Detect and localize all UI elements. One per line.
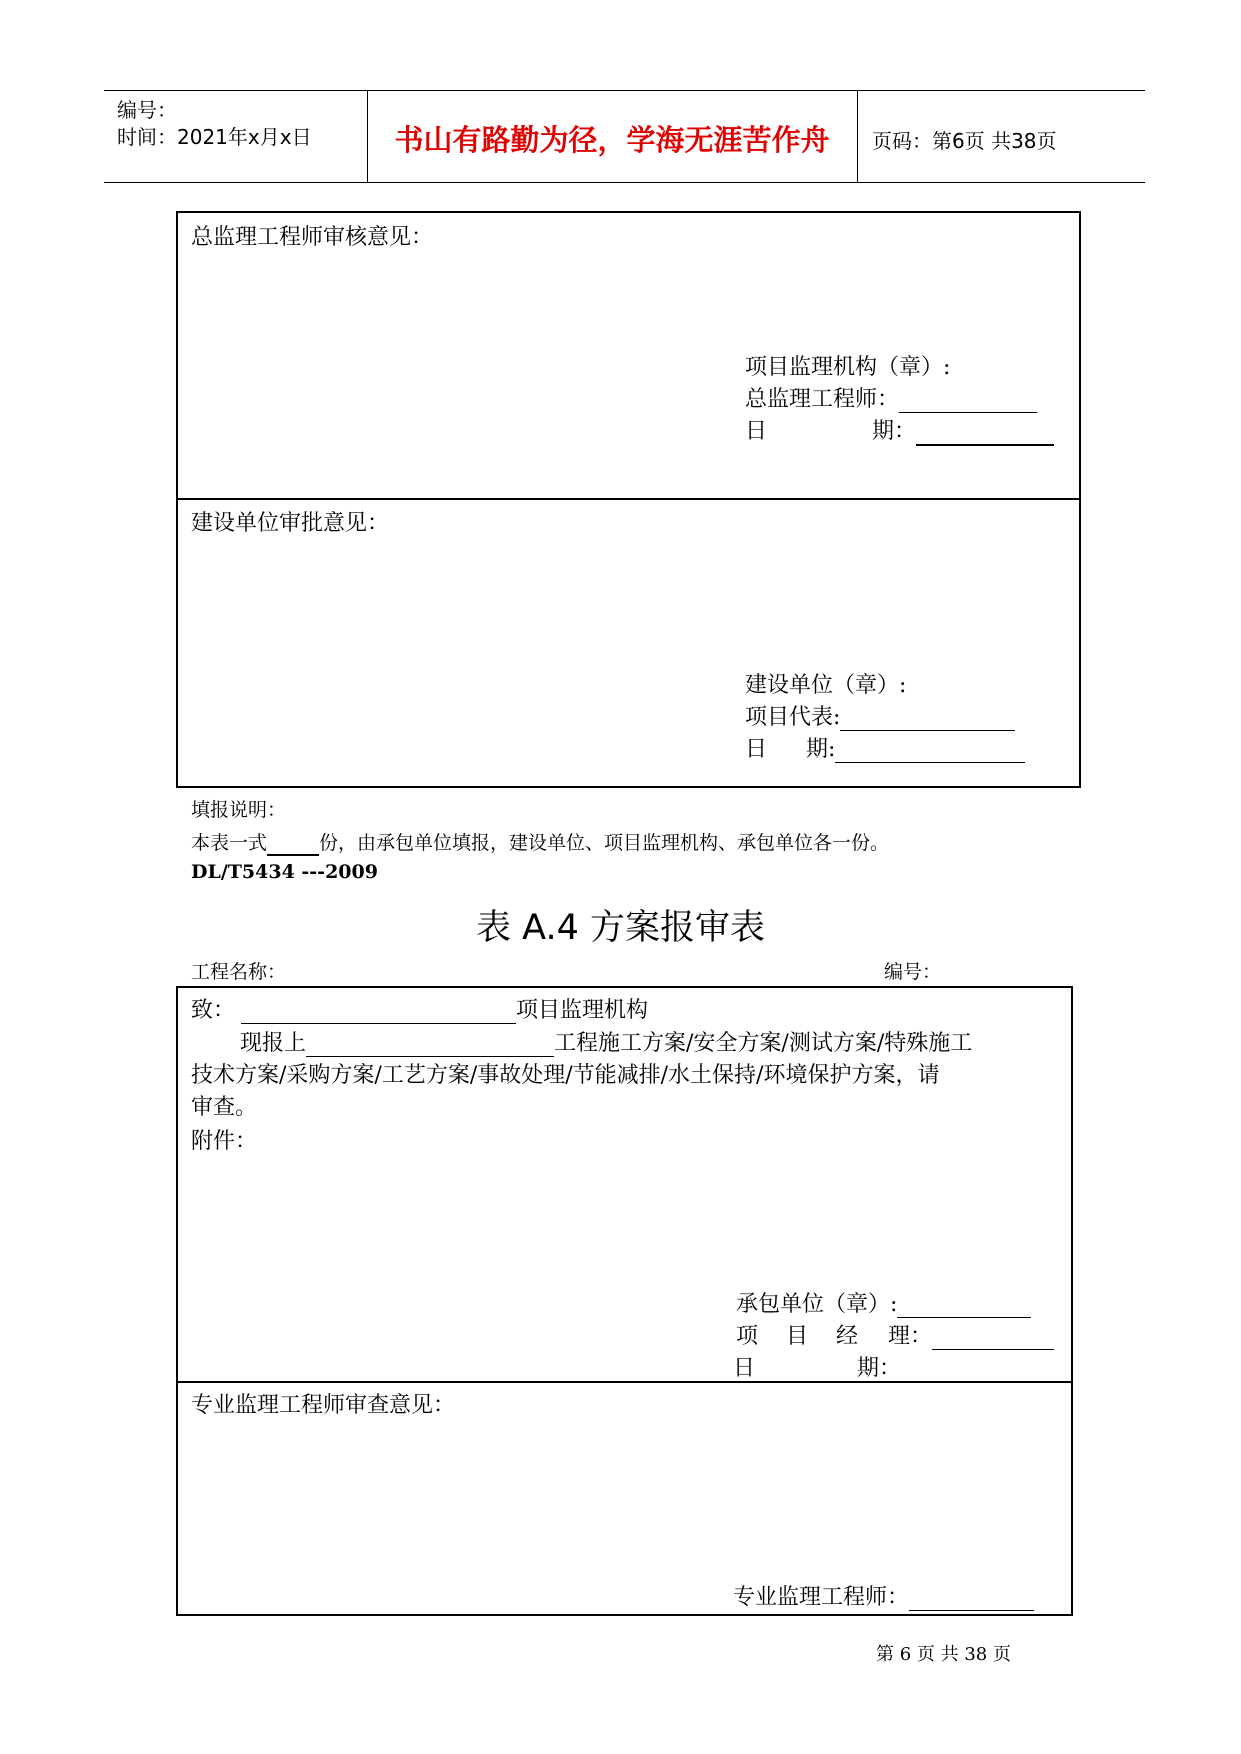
form1-divider — [176, 498, 1081, 500]
header-bottom-rule — [104, 182, 1145, 183]
pm-blank[interactable] — [932, 1324, 1054, 1350]
project-rep-blank[interactable] — [840, 705, 1015, 731]
pm-row — [736, 1319, 758, 1350]
header-page-info: 页码：第6页 共38页 — [872, 129, 1057, 153]
attachment-label: 附件： — [191, 1129, 258, 1154]
notes-title: 填报说明： — [191, 799, 287, 821]
notes-line — [191, 828, 889, 856]
owner-seal-label: 建设单位（章）: — [745, 673, 907, 698]
pm-label-end — [888, 1319, 1054, 1350]
form2-date-b: 期： — [857, 1356, 902, 1381]
header-time-label: 时间：2021年x月x日 — [117, 125, 312, 149]
body-prefix: 现报上 — [240, 1031, 307, 1056]
owner-date-row-right — [806, 732, 1025, 763]
specialist-engineer-blank[interactable] — [909, 1585, 1034, 1611]
pm-char-3: 经 — [836, 1324, 859, 1349]
date-blank-1[interactable] — [916, 419, 1054, 446]
form2-number-label: 编号： — [884, 961, 942, 983]
body-line-3: 审查。 — [191, 1095, 258, 1120]
header-divider-right — [857, 90, 858, 182]
body-line-2: 技术方案/采购方案/工艺方案/事故处理/节能减排/水土保持/环境保护方案，请 — [191, 1063, 940, 1088]
contractor-seal-row — [736, 1287, 1031, 1318]
project-rep-label: 项目代表: — [745, 705, 841, 730]
body-line-1 — [240, 1026, 972, 1057]
body-line1-suffix: 工程施工方案/安全方案/测试方案/特殊施工 — [554, 1031, 973, 1056]
pm-char-2: 目 — [786, 1324, 809, 1349]
specialist-engineer-label: 专业监理工程师： — [733, 1585, 910, 1610]
form2-title: 表 A.4 方案报审表 — [476, 908, 765, 948]
project-rep-row — [745, 700, 1015, 731]
header-motto: 书山有路勤为径，学海无涯苦作舟 — [394, 123, 830, 157]
form2-date-blank[interactable] — [901, 1356, 1051, 1382]
chief-engineer-row — [745, 382, 1037, 413]
date-label-1a: 日 — [745, 419, 768, 444]
to-label: 致： — [191, 998, 236, 1023]
to-blank[interactable] — [241, 998, 516, 1024]
owner-date-row — [745, 732, 767, 763]
owner-date-blank[interactable] — [835, 737, 1025, 763]
date-row-1 — [745, 414, 767, 445]
copies-blank[interactable] — [267, 832, 319, 856]
notes-line-before: 本表一式 — [191, 832, 268, 854]
project-blank[interactable] — [306, 1031, 554, 1057]
notes-line-after: 份，由承包单位填报，建设单位、项目监理机构、承包单位各一份。 — [319, 832, 890, 854]
chief-engineer-label: 总监理工程师： — [745, 387, 900, 412]
specialist-engineer-row — [733, 1580, 1034, 1611]
specialist-review-label: 专业监理工程师审查意见： — [191, 1393, 456, 1418]
owner-date-label-a: 日 — [745, 737, 768, 762]
org-seal-label: 项目监理机构（章）: — [745, 355, 951, 380]
chief-review-label: 总监理工程师审核意见： — [191, 225, 434, 250]
date-label-1b: 期： — [872, 419, 917, 444]
standard-code: DL/T5434 ---2009 — [191, 861, 378, 883]
project-name-label: 工程名称： — [191, 961, 287, 983]
date-row-1-right — [872, 414, 1054, 446]
pm-char-1: 项 — [736, 1324, 759, 1349]
to-suffix: 项目监理机构 — [516, 998, 649, 1023]
form2-date-row-right — [857, 1351, 1051, 1382]
contractor-seal-label: 承包单位（章）: — [736, 1292, 898, 1317]
to-row — [191, 993, 648, 1024]
header-number-label: 编号： — [117, 98, 177, 122]
chief-engineer-blank[interactable] — [899, 387, 1037, 413]
owner-date-label-b: 期: — [806, 737, 836, 762]
owner-approval-label: 建设单位审批意见： — [191, 511, 390, 536]
contractor-seal-blank[interactable] — [897, 1292, 1031, 1318]
form2-date-a: 日 — [733, 1356, 756, 1381]
footer-page-number: 第 6 页 共 38 页 — [876, 1644, 1011, 1665]
header-top-rule — [104, 90, 1145, 91]
pm-char-4: 理： — [888, 1324, 933, 1349]
